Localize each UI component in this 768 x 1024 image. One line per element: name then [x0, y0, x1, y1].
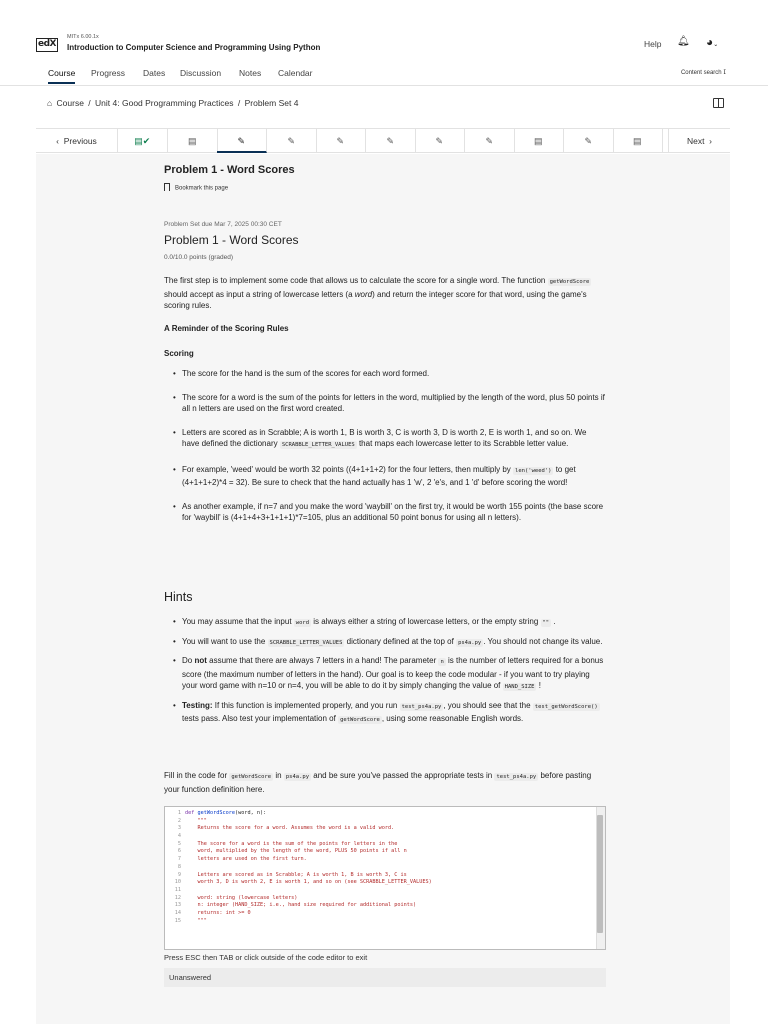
edit-icon: ✎ [237, 136, 246, 146]
list-item [170, 427, 606, 452]
line-number: 1 [177, 810, 181, 816]
document-icon: ▤ [632, 136, 642, 146]
problem-title: Problem 1 - Word Scores [164, 233, 299, 247]
inline-code: getWordScore [231, 774, 272, 780]
list-item [170, 464, 606, 489]
line-number: 10 [174, 879, 181, 886]
breadcrumb-course[interactable]: Course [56, 98, 84, 108]
seq-item-1[interactable] [118, 129, 168, 153]
code-line [169, 856, 589, 864]
bookmark-label: Bookmark this page [175, 185, 229, 192]
code-text: The score for a word is the sum of the points for letters in the [185, 840, 398, 847]
tab-dates[interactable]: Dates [143, 68, 166, 78]
content-search-label: Content search [680, 70, 722, 76]
code-text: worth 3, D is worth 2, E is worth 1, and so on (see SCRABBLE_LETTER_VALUES) [185, 879, 432, 886]
tab-course[interactable]: Course [48, 68, 75, 84]
seq-item-9[interactable] [514, 129, 564, 153]
line-number: 14 [174, 909, 181, 916]
text-run: should accept as input a string of lowercase letters (a [164, 289, 353, 299]
unit-navigation [36, 128, 730, 153]
seq-item-10[interactable] [564, 129, 614, 153]
code-line [169, 879, 589, 887]
code-editor[interactable] [164, 806, 606, 950]
list-item [170, 368, 606, 380]
text-run: is always either a string of lowercase letters, or the empty string [313, 617, 539, 626]
scrollbar-thumb[interactable] [597, 815, 603, 933]
text-run: to get (4+1+1+2)*4 = 32). Be sure to check that the hand actually has 1 'w', 2 'e's, and 1 'd' before scoring the word! [182, 464, 576, 487]
seq-item-6[interactable] [366, 129, 416, 153]
fill-instructions [164, 770, 604, 795]
inline-code: ps4a.py [458, 639, 482, 646]
inline-code: test_ps4a.py [496, 774, 537, 780]
text-run: , you should see that the [443, 700, 531, 710]
code-line [169, 810, 589, 818]
code-line [169, 825, 589, 833]
text-run: Do [182, 656, 193, 665]
inline-code: test_getWordScore() [534, 703, 598, 710]
code-line [169, 902, 589, 910]
edit-icon: ✎ [287, 136, 296, 146]
line-number: 4 [177, 833, 181, 840]
code-line [169, 841, 589, 849]
unit-title: Problem 1 - Word Scores [164, 164, 295, 176]
text-run: For example, 'weed' would be worth 32 points ((4+1+1+2) for the four letters, then multiply by [182, 464, 511, 474]
code-text: returns: int >= 0 [185, 909, 251, 916]
code-lines [169, 810, 589, 925]
line-number: 3 [177, 825, 181, 832]
list-item [170, 392, 606, 415]
course-tabs [0, 62, 768, 86]
user-menu-icon[interactable]: ◕⌄ [706, 35, 719, 49]
course-org: MITx 6.00.1x [67, 34, 99, 40]
seq-item-8[interactable] [465, 129, 515, 153]
code-text: Letters are scored as in Scrabble; A is worth 1, B is worth 3, C is [185, 871, 407, 878]
answer-status: Unanswered [164, 968, 606, 987]
due-date: Problem Set due Mar 7, 2025 00:30 CET [164, 221, 282, 228]
code-text: letters are used on the first turn. [185, 856, 307, 863]
tab-progress[interactable]: Progress [91, 68, 126, 78]
code-text: """ [185, 917, 207, 924]
help-link[interactable]: Help [644, 39, 662, 49]
inline-code: SCRABBLE_LETTER_VALUES [281, 442, 355, 448]
code-line [169, 848, 589, 856]
inline-code: test_ps4a.py [401, 703, 442, 710]
list-item [170, 616, 606, 630]
hints-list [170, 616, 606, 727]
list-item [170, 655, 606, 694]
previous-button[interactable]: ‹ Previous [36, 129, 118, 153]
text-run: ! [538, 681, 541, 690]
inline-code: word [295, 620, 310, 626]
problem-points: 0.0/10.0 points (graded) [164, 254, 234, 261]
text-run: Letters are scored as in Scrabble; A is worth 1, B is worth 3, C is worth 3, D is worth 2, E is worth 1, and so on. We have defined the dictionary [182, 427, 587, 448]
next-button[interactable]: Next › [668, 129, 730, 153]
text-run: that maps each lowercase letter to its Scrabble letter value. [358, 439, 569, 448]
text-run: The score for the hand is the sum of the scores for each word formed. [182, 369, 430, 378]
breadcrumb-unit[interactable]: Unit 4: Good Programming Practices [95, 98, 234, 108]
previous-label: Previous [63, 136, 97, 146]
text-run: and be sure you've passed the appropriate tests in [313, 771, 493, 780]
code-text: word, multiplied by the length of the word, PLUS 50 points if all n [185, 848, 407, 855]
book-check-icon: ▤✔ [134, 136, 151, 146]
line-number: 13 [174, 902, 181, 909]
text-run: dictionary defined at the top of [346, 636, 454, 646]
home-icon[interactable]: ⌂ [47, 98, 53, 108]
code-line [169, 864, 589, 872]
text-run: . [553, 617, 556, 626]
bell-icon[interactable]: 🔔︎ [677, 36, 690, 47]
content-search-button[interactable] [681, 69, 726, 76]
edit-icon: ✎ [584, 136, 593, 146]
site-header [0, 0, 768, 62]
tab-calendar[interactable]: Calendar [278, 68, 313, 78]
inline-code: getWordScore [549, 279, 590, 285]
text-run: Fill in the code for [164, 771, 228, 780]
code-line [169, 833, 589, 841]
code-line [169, 918, 589, 926]
code-keyword: def [185, 810, 198, 816]
code-line [169, 910, 589, 918]
edit-icon: ✎ [336, 136, 345, 146]
seq-item-5[interactable] [316, 129, 366, 153]
seq-item-2[interactable] [168, 129, 218, 153]
line-number: 7 [177, 856, 181, 863]
text-run: You will want to use the [182, 636, 266, 646]
list-item [170, 636, 606, 650]
code-text: (word, n): [234, 810, 267, 816]
text-run: word [354, 289, 373, 299]
document-icon: ▤ [187, 136, 197, 146]
inline-code: len('weed') [515, 467, 552, 474]
bookmark-button[interactable] [164, 184, 228, 192]
hints-heading: Hints [164, 590, 193, 604]
code-line [169, 895, 589, 903]
inline-code: "" [542, 620, 550, 626]
text-run: ) and return the integer score for that word, using the game's scoring rules. [164, 289, 587, 310]
reminder-heading: A Reminder of the Scoring Rules [164, 324, 289, 333]
text-run: If this function is implemented properly, and you run [214, 700, 398, 710]
text-run: before pasting your function definition here. [164, 771, 592, 794]
scoring-rules-list [170, 368, 606, 524]
list-item [170, 700, 606, 727]
editor-exit-hint: Press ESC then TAB or click outside of the code editor to exit [164, 953, 368, 962]
code-text: Returns the score for a word. Assumes the word is a valid word. [185, 825, 395, 832]
breadcrumb-separator: / [88, 98, 91, 108]
inline-code: getWordScore [340, 717, 380, 723]
line-number: 5 [177, 840, 181, 847]
code-text: n: integer (HAND_SIZE; i.e., hand size required for additional points) [185, 902, 417, 909]
text-run: , using some reasonable English words. [381, 714, 524, 723]
tab-notes[interactable]: Notes [239, 68, 262, 78]
inline-code: HAND_SIZE [504, 684, 535, 690]
seq-item-7[interactable] [415, 129, 465, 153]
breadcrumb-page: Problem Set 4 [244, 98, 299, 108]
edx-logo[interactable]: edX [36, 38, 58, 52]
code-line [169, 872, 589, 880]
code-function-name: getWordScore [197, 810, 235, 816]
line-number: 12 [174, 894, 181, 901]
editor-scrollbar[interactable] [596, 807, 605, 949]
next-label: Next [686, 136, 705, 146]
text-run: in [275, 771, 282, 780]
text-run: . You should not change its value. [483, 636, 603, 646]
text-run: As another example, if n=7 and you make the word 'waybill' on the first try, it would be worth 155 points (the base score for 'waybill' is (4+1+4+3+1+1+1)*7=105, plus an additional 50 point bonus for using all n letters). [182, 501, 604, 522]
seq-item-3[interactable] [217, 129, 267, 153]
line-number: 6 [177, 848, 181, 855]
line-number: 15 [174, 917, 181, 924]
text-run: is the number of letters required for a bonus score (the maximum number of letters in the hand). Our goal is to keep the code modular - if you want to try playing your word game with n=10 or n=4, you will be able to do it by simply changing the value of [182, 656, 604, 690]
breadcrumb [47, 98, 300, 108]
edit-icon: ✎ [485, 136, 494, 146]
code-text: word: string (lowercase letters) [185, 894, 298, 901]
text-run: The score for a word is the sum of the points for letters in the word, multiplied by the length of the word, plus 50 points if all n letters are used on the first word created. [182, 392, 605, 413]
line-number: 8 [177, 863, 181, 870]
document-icon: ▤ [533, 136, 543, 146]
text-run: The first step is to implement some code that allows us to calculate the score for a single word. The function [164, 276, 546, 285]
seq-item-11[interactable] [613, 129, 663, 153]
text-run: Testing: [182, 700, 213, 710]
text-run: You may assume that the input [182, 617, 292, 626]
course-title: Introduction to Computer Science and Programming Using Python [67, 43, 321, 52]
problem-intro [164, 275, 604, 312]
edit-icon: ✎ [386, 136, 395, 146]
content-search-icon: 𝖨 [723, 70, 726, 76]
tab-discussion[interactable]: Discussion [180, 68, 222, 78]
text-run: not [194, 656, 207, 665]
sidebar-toggle-icon[interactable] [713, 98, 724, 108]
code-text: """ [185, 817, 207, 824]
line-number: 9 [177, 871, 181, 878]
breadcrumb-separator: / [237, 98, 241, 108]
text-run: assume that there are always 7 letters in a hand! The parameter [209, 656, 437, 665]
inline-code: SCRABBLE_LETTER_VALUES [269, 639, 343, 646]
scoring-heading: Scoring [164, 349, 194, 358]
list-item [170, 501, 606, 524]
code-line [169, 818, 589, 826]
line-number: 2 [177, 817, 181, 824]
inline-code: ps4a.py [285, 774, 310, 780]
seq-item-4[interactable] [267, 129, 317, 153]
text-run: tests pass. Also test your implementation of [182, 714, 336, 723]
code-line [169, 887, 589, 895]
bookmark-icon [164, 183, 170, 191]
inline-code: n [440, 659, 444, 665]
line-number: 11 [174, 886, 181, 893]
edit-icon: ✎ [435, 136, 444, 146]
